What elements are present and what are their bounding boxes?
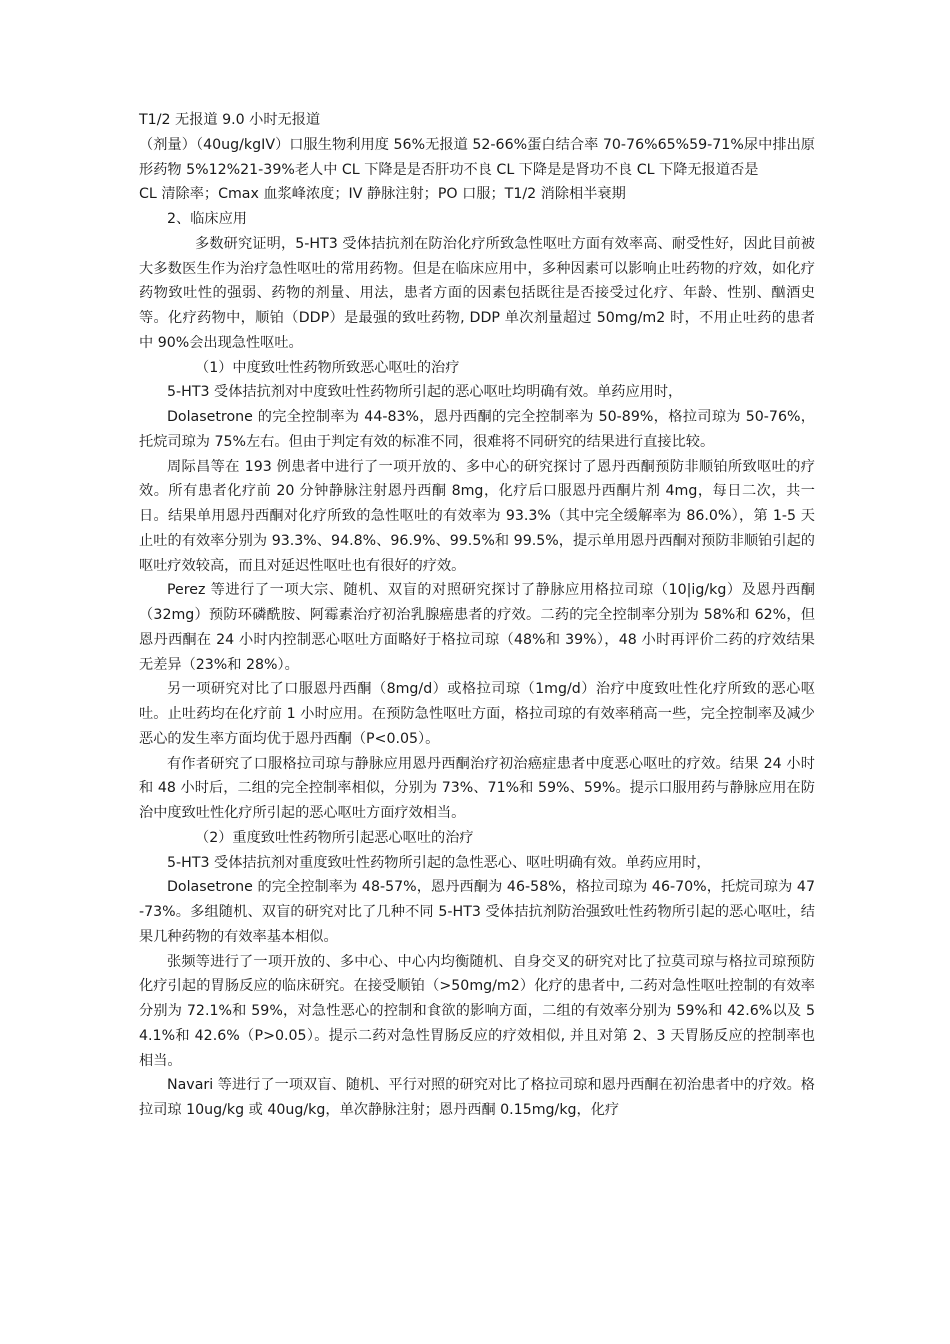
paragraph: 张频等进行了一项开放的、多中心、中心内均衡随机、自身交叉的研究对比了拉莫司琼与格拉司琼预防化疗引起的胃肠反应的临床研究。在接受顺铂（>50mg/m2）化疗的患者中, 二药对急性呕吐控制的有效率分别为 72.1%和 59%，对急性恶心的控制和食欲的影响方面，二组的有效率分别为 59%和 42.6%以及 54.1%和 42.6%（P>0.05）。提示二药对急性胃肠反应的疗效相似, 并且对第 2、3 天胃肠反应的控制率也相当。 [139,953,815,1069]
paragraph: 周际昌等在 193 例患者中进行了一项开放的、多中心的研究探讨了恩丹西酮预防非顺铂所致呕吐的疗效。所有患者化疗前 20 分钟静脉注射恩丹西酮 8mg，化疗后口服恩丹西酮片剂 4mg，每日二次，共一日。结果单用恩丹西酮对化疗所致的急性呕吐的有效率为 93.3%（其中完全缓解率为 86.0%），第 1-5 天止吐的有效率分别为 93.3%、94.8%、96.9%、99.5%和 99.5%，提示单用恩丹西酮对预防非顺铂引起的呕吐疗效较高，而且对延迟性呕吐也有很好的疗效。 [139,458,815,574]
paragraph-intro: 多数研究证明，5-HT3 受体拮抗剂在防治化疗所致急性呕吐方面有效率高、耐受性好，因此目前被大多数医生作为治疗急性呕吐的常用药物。但是在临床应用中，多种因素可以影响止吐药物的疗效，如化疗药物致吐性的强弱、药物的剂量、用法，患者方面的因素包括既往是否接受过化疗、年龄、性别、酗酒史等。化疗药物中，顺铂（DDP）是最强的致吐药物, DDP 单次剂量超过 50mg/m2 时，不用止吐药的患者中 90%会出现急性呕吐。 [139,235,815,351]
subsection-heading-moderate: （1）中度致吐性药物所致恶心呕吐的治疗 [195,359,460,376]
paragraph: 5-HT3 受体拮抗剂对重度致吐性药物所引起的急性恶心、呕吐明确有效。单药应用时， [167,854,711,871]
document-page [139,108,815,1123]
paragraph: Dolasetrone 的完全控制率为 44-83%，恩丹西酮的完全控制率为 50-89%，格拉司琼为 50-76%，托烷司琼为 75%左右。但由于判定有效的标准不同，很难将不同研究的结果进行直接比较。 [139,409,815,450]
table-row-half-life: T1/2 无报道 9.0 小时无报道 [139,112,321,128]
paragraph: Dolasetrone 的完全控制率为 48-57%，恩丹西酮为 46-58%，格拉司琼为 46-70%，托烷司琼为 47-73%。多组随机、双盲的研究对比了几种不同 5-HT3 受体拮抗剂防治强致吐性药物所引起的恶心呕吐，结果几种药物的有效率基本相似。 [139,879,815,945]
paragraph: Perez 等进行了一项大宗、随机、双盲的对照研究探讨了静脉应用格拉司琼（10|ig/kg）及恩丹西酮（32mg）预防环磷酰胺、阿霉素治疗初治乳腺癌患者的疗效。二药的完全控制率分别为 58%和 62%，但恩丹西酮在 24 小时内控制恶心呕吐方面略好于格拉司琼（48%和 39%），48 小时再评价二药的疗效结果无差异（23%和 28%）。 [139,582,815,673]
section-heading-clinical: 2、临床应用 [167,211,247,227]
paragraph: Navari 等进行了一项双盲、随机、平行对照的研究对比了格拉司琼和恩丹西酮在初治患者中的疗效。格拉司琼 10ug/kg 或 40ug/kg，单次静脉注射；恩丹西酮 0.15mg/kg，化疗 [139,1077,815,1118]
paragraph: 另一项研究对比了口服恩丹西酮（8mg/d）或格拉司琼（1mg/d）治疗中度致吐性化疗所致的恶心呕吐。止吐药均在化疗前 1 小时应用。在预防急性呕吐方面，格拉司琼的有效率稍高一些，完全控制率及减少恶心的发生率方面均优于恩丹西酮（P<0.05）。 [139,681,815,747]
table-footnote: CL 清除率；Cmax 血浆峰浓度；IV 静脉注射；PO 口服；T1/2 消除相半衰期 [139,186,626,203]
table-row-pharmacokinetics: （剂量）（40ug/kgIV）口服生物利用度 56%无报道 52-66%蛋白结合率 70-76%65%59-71%尿中排出原形药物 5%12%21-39%老人中 CL 下降是是否肝功不良 CL 下降是是肾功不良 CL 下降无报道否是 [139,136,815,178]
subsection-heading-severe: （2）重度致吐性药物所引起恶心呕吐的治疗 [195,829,474,846]
paragraph: 有作者研究了口服格拉司琼与静脉应用恩丹西酮治疗初治癌症患者中度恶心呕吐的疗效。结果 24 小时和 48 小时后，二组的完全控制率相似，分别为 73%、71%和 59%、59%。提示口服用药与静脉应用在防治中度致吐性化疗所引起的恶心呕吐方面疗效相当。 [139,755,815,821]
paragraph: 5-HT3 受体拮抗剂对中度致吐性药物所引起的恶心呕吐均明确有效。单药应用时， [167,384,683,401]
